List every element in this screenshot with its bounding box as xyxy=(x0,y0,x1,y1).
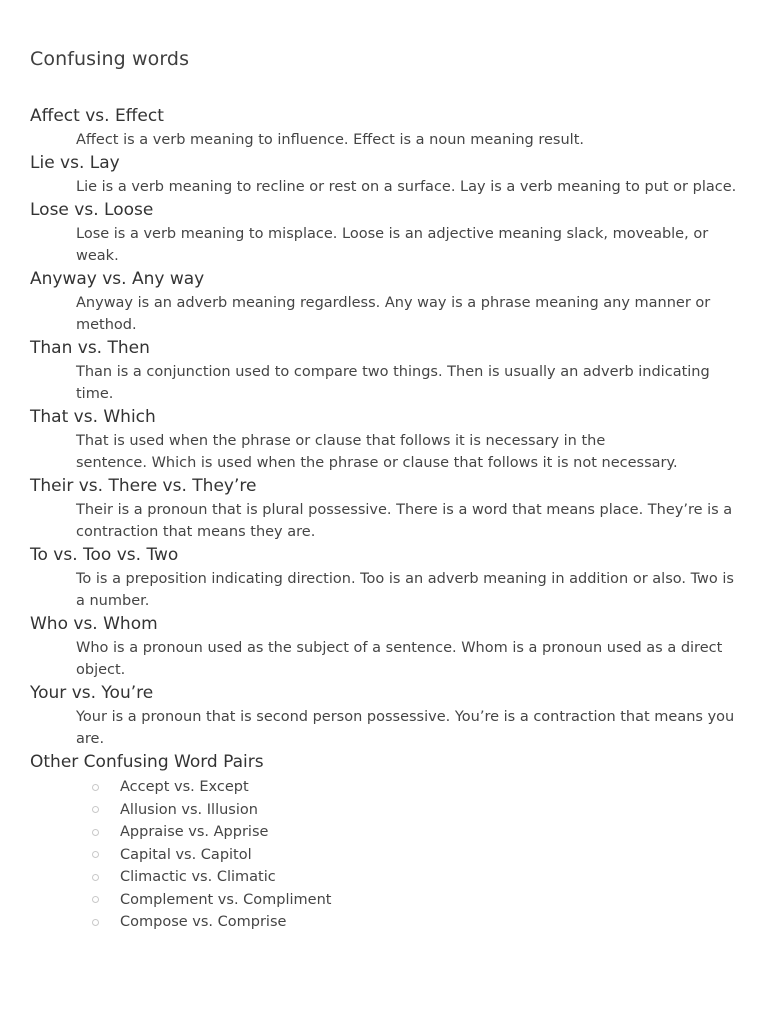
entry-body: Their is a pronoun that is plural possessive. There is a word that means place. They’re is a contraction that means they are. xyxy=(76,502,733,540)
entry-body: Anyway is an adverb meaning regardless. Any way is a phrase meaning any manner or method. xyxy=(76,295,711,333)
list-item-label: Complement vs. Compliment xyxy=(120,891,332,908)
entry-your-youre xyxy=(30,681,744,750)
entry-heading: Lie vs. Lay xyxy=(30,153,120,173)
entry-than-then xyxy=(30,336,744,405)
hollow-bullet-icon xyxy=(92,919,99,926)
entry-body xyxy=(76,430,744,474)
entry-heading: Your vs. You’re xyxy=(30,683,154,703)
entry-heading: Affect vs. Effect xyxy=(30,106,164,126)
entry-body: Your is a pronoun that is second person possessive. You’re is a contraction that means you are. xyxy=(76,709,735,747)
entry-heading: Than vs. Then xyxy=(30,338,150,358)
entry-body-line: sentence. Which is used when the phrase or clause that follows it is not necessary. xyxy=(76,455,678,471)
hollow-bullet-icon xyxy=(92,784,99,791)
list-item xyxy=(92,889,744,912)
list-item-label: Climactic vs. Climatic xyxy=(120,869,276,886)
hollow-bullet-icon xyxy=(92,829,99,836)
other-pairs-section xyxy=(30,750,744,934)
entry-lie-lay xyxy=(30,151,744,198)
entry-anyway-any-way xyxy=(30,267,744,336)
entry-heading: To vs. Too vs. Two xyxy=(30,545,179,565)
entry-body: Lie is a verb meaning to recline or rest on a surface. Lay is a verb meaning to put or place. xyxy=(76,179,737,195)
list-item xyxy=(92,866,744,889)
entry-that-which xyxy=(30,405,744,474)
entry-their-there-theyre xyxy=(30,474,744,543)
list-item-label: Accept vs. Except xyxy=(120,779,249,796)
list-item-label: Compose vs. Comprise xyxy=(120,914,287,931)
list-item-label: Allusion vs. Illusion xyxy=(120,801,258,818)
entry-heading: Lose vs. Loose xyxy=(30,200,154,220)
list-item xyxy=(92,911,744,934)
entry-body: Who is a pronoun used as the subject of a sentence. Whom is a pronoun used as a direct object. xyxy=(76,640,723,678)
entry-body-line: That is used when the phrase or clause that follows it is necessary in the xyxy=(76,433,606,449)
entry-to-too-two xyxy=(30,543,744,612)
other-pairs-list xyxy=(30,776,744,934)
hollow-bullet-icon xyxy=(92,874,99,881)
hollow-bullet-icon xyxy=(92,851,99,858)
list-item xyxy=(92,776,744,799)
entry-body: Than is a conjunction used to compare two things. Then is usually an adverb indicating time. xyxy=(76,364,710,402)
hollow-bullet-icon xyxy=(92,806,99,813)
list-item xyxy=(92,844,744,867)
list-item-label: Capital vs. Capitol xyxy=(120,846,252,863)
other-pairs-heading: Other Confusing Word Pairs xyxy=(30,752,264,772)
entry-who-whom xyxy=(30,612,744,681)
note-title[interactable]: Confusing words xyxy=(30,48,190,70)
entry-heading: Anyway vs. Any way xyxy=(30,269,205,289)
list-item xyxy=(92,799,744,822)
entry-body: To is a preposition indicating direction. Too is an adverb meaning in addition or also. Two is a number. xyxy=(76,571,734,609)
entry-body: Affect is a verb meaning to influence. Effect is a noun meaning result. xyxy=(76,132,585,148)
entry-heading: That vs. Which xyxy=(30,407,156,427)
entry-heading: Their vs. There vs. They’re xyxy=(30,476,257,496)
list-item-label: Appraise vs. Apprise xyxy=(120,824,269,841)
entry-lose-loose xyxy=(30,198,744,267)
entry-heading: Who vs. Whom xyxy=(30,614,158,634)
list-item xyxy=(92,821,744,844)
entry-affect-effect xyxy=(30,104,744,151)
entry-body: Lose is a verb meaning to misplace. Loose is an adjective meaning slack, moveable, or weak. xyxy=(76,226,709,264)
hollow-bullet-icon xyxy=(92,896,99,903)
